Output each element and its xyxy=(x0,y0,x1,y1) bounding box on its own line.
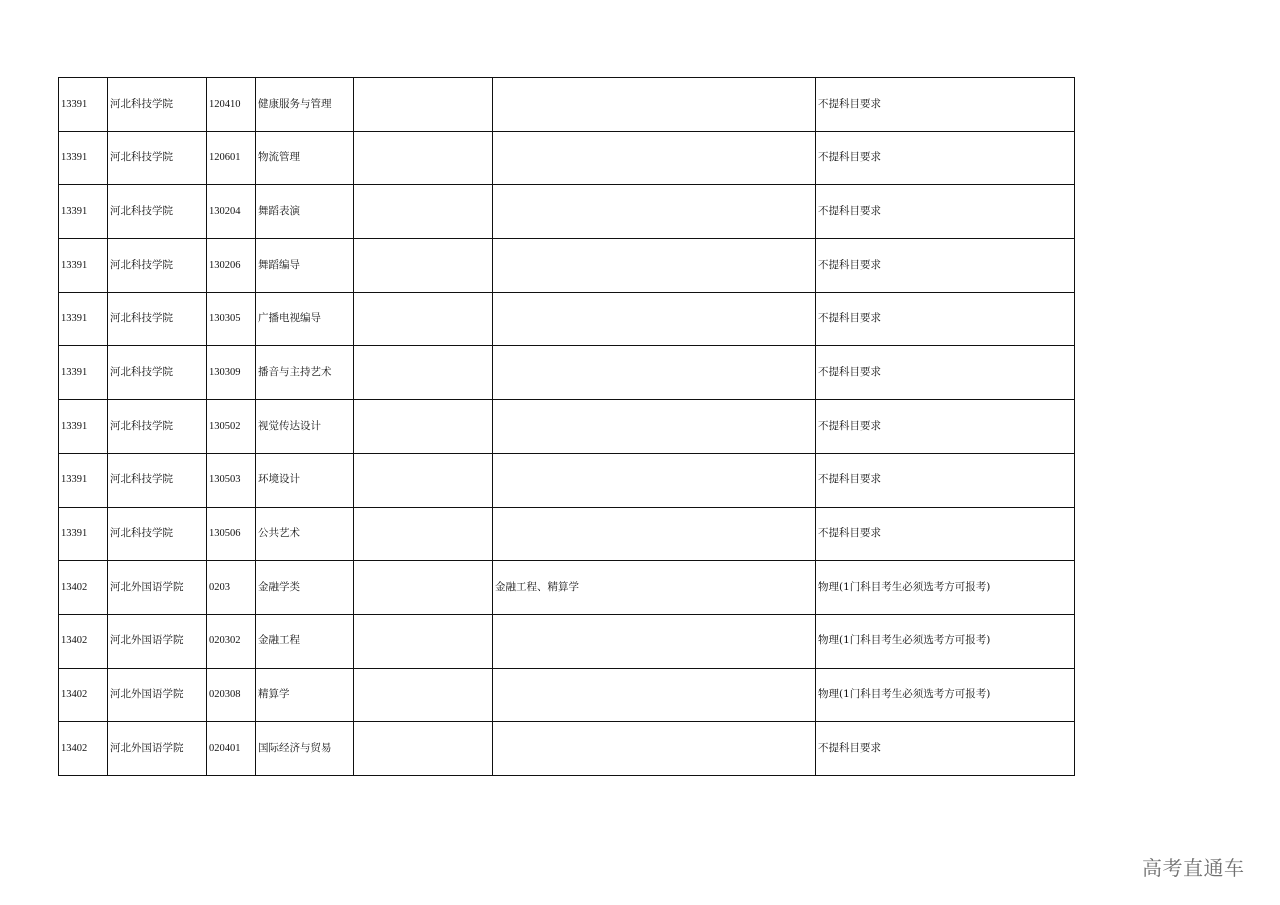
school-name-cell: 河北科技学院 xyxy=(108,78,207,132)
blank-cell xyxy=(354,614,493,668)
major-code-cell: 130503 xyxy=(207,453,256,507)
subject-requirement-cell: 不提科目要求 xyxy=(816,78,1075,132)
included-majors-cell xyxy=(493,507,816,561)
school-name-cell: 河北科技学院 xyxy=(108,507,207,561)
watermark-text: 高考直通车 xyxy=(1142,856,1245,880)
table-row xyxy=(59,614,1075,668)
table-row xyxy=(59,400,1075,454)
included-majors-cell xyxy=(493,668,816,722)
school-code-cell: 13391 xyxy=(59,400,108,454)
table-row xyxy=(59,346,1075,400)
subject-requirement-cell: 不提科目要求 xyxy=(816,346,1075,400)
blank-cell xyxy=(354,400,493,454)
subject-requirement-cell: 不提科目要求 xyxy=(816,453,1075,507)
table-row xyxy=(59,239,1075,293)
blank-cell xyxy=(354,668,493,722)
table-body xyxy=(59,78,1075,776)
included-majors-cell xyxy=(493,78,816,132)
included-majors-cell xyxy=(493,292,816,346)
school-name-cell: 河北科技学院 xyxy=(108,131,207,185)
subject-requirement-cell: 不提科目要求 xyxy=(816,185,1075,239)
major-code-cell: 130305 xyxy=(207,292,256,346)
major-code-cell: 120410 xyxy=(207,78,256,132)
table-row xyxy=(59,78,1075,132)
major-name-cell: 国际经济与贸易 xyxy=(256,722,354,776)
subject-requirement-cell: 物理(1门科目考生必须选考方可报考) xyxy=(816,668,1075,722)
major-code-cell: 020401 xyxy=(207,722,256,776)
school-name-cell: 河北科技学院 xyxy=(108,185,207,239)
table-row xyxy=(59,453,1075,507)
subject-requirement-cell: 不提科目要求 xyxy=(816,722,1075,776)
major-name-cell: 舞蹈表演 xyxy=(256,185,354,239)
school-code-cell: 13391 xyxy=(59,453,108,507)
subject-requirement-cell: 不提科目要求 xyxy=(816,131,1075,185)
school-code-cell: 13402 xyxy=(59,561,108,615)
requirements-table xyxy=(58,77,1075,776)
school-code-cell: 13402 xyxy=(59,614,108,668)
major-code-cell: 130502 xyxy=(207,400,256,454)
major-name-cell: 金融工程 xyxy=(256,614,354,668)
school-code-cell: 13391 xyxy=(59,292,108,346)
school-name-cell: 河北科技学院 xyxy=(108,453,207,507)
blank-cell xyxy=(354,131,493,185)
blank-cell xyxy=(354,292,493,346)
included-majors-cell xyxy=(493,722,816,776)
blank-cell xyxy=(354,239,493,293)
included-majors-cell xyxy=(493,453,816,507)
major-code-cell: 020308 xyxy=(207,668,256,722)
included-majors-cell xyxy=(493,400,816,454)
school-code-cell: 13391 xyxy=(59,78,108,132)
included-majors-cell: 金融工程、精算学 xyxy=(493,561,816,615)
blank-cell xyxy=(354,453,493,507)
major-code-cell: 120601 xyxy=(207,131,256,185)
major-code-cell: 130206 xyxy=(207,239,256,293)
major-name-cell: 舞蹈编导 xyxy=(256,239,354,293)
school-name-cell: 河北科技学院 xyxy=(108,400,207,454)
blank-cell xyxy=(354,78,493,132)
major-code-cell: 130204 xyxy=(207,185,256,239)
blank-cell xyxy=(354,346,493,400)
blank-cell xyxy=(354,507,493,561)
school-name-cell: 河北科技学院 xyxy=(108,239,207,293)
included-majors-cell xyxy=(493,614,816,668)
major-code-cell: 130309 xyxy=(207,346,256,400)
major-name-cell: 健康服务与管理 xyxy=(256,78,354,132)
subject-requirement-cell: 不提科目要求 xyxy=(816,507,1075,561)
table-row xyxy=(59,507,1075,561)
school-code-cell: 13402 xyxy=(59,668,108,722)
major-name-cell: 金融学类 xyxy=(256,561,354,615)
school-name-cell: 河北外国语学院 xyxy=(108,614,207,668)
school-name-cell: 河北科技学院 xyxy=(108,346,207,400)
subject-requirement-cell: 物理(1门科目考生必须选考方可报考) xyxy=(816,614,1075,668)
major-name-cell: 广播电视编导 xyxy=(256,292,354,346)
subject-requirement-cell: 不提科目要求 xyxy=(816,239,1075,293)
major-code-cell: 0203 xyxy=(207,561,256,615)
major-name-cell: 物流管理 xyxy=(256,131,354,185)
school-code-cell: 13391 xyxy=(59,131,108,185)
subject-requirement-cell: 物理(1门科目考生必须选考方可报考) xyxy=(816,561,1075,615)
major-name-cell: 视觉传达设计 xyxy=(256,400,354,454)
table-row xyxy=(59,292,1075,346)
included-majors-cell xyxy=(493,185,816,239)
major-name-cell: 环境设计 xyxy=(256,453,354,507)
major-name-cell: 播音与主持艺术 xyxy=(256,346,354,400)
major-code-cell: 130506 xyxy=(207,507,256,561)
major-name-cell: 公共艺术 xyxy=(256,507,354,561)
subject-requirement-cell: 不提科目要求 xyxy=(816,400,1075,454)
table-row xyxy=(59,131,1075,185)
school-code-cell: 13391 xyxy=(59,507,108,561)
major-code-cell: 020302 xyxy=(207,614,256,668)
school-name-cell: 河北科技学院 xyxy=(108,292,207,346)
school-code-cell: 13391 xyxy=(59,185,108,239)
blank-cell xyxy=(354,561,493,615)
school-name-cell: 河北外国语学院 xyxy=(108,561,207,615)
table-row xyxy=(59,185,1075,239)
school-name-cell: 河北外国语学院 xyxy=(108,668,207,722)
school-code-cell: 13391 xyxy=(59,239,108,293)
table-row xyxy=(59,561,1075,615)
included-majors-cell xyxy=(493,239,816,293)
table-row xyxy=(59,722,1075,776)
school-code-cell: 13391 xyxy=(59,346,108,400)
school-code-cell: 13402 xyxy=(59,722,108,776)
blank-cell xyxy=(354,185,493,239)
major-name-cell: 精算学 xyxy=(256,668,354,722)
blank-cell xyxy=(354,722,493,776)
table-row xyxy=(59,668,1075,722)
included-majors-cell xyxy=(493,131,816,185)
subject-requirement-cell: 不提科目要求 xyxy=(816,292,1075,346)
school-name-cell: 河北外国语学院 xyxy=(108,722,207,776)
included-majors-cell xyxy=(493,346,816,400)
